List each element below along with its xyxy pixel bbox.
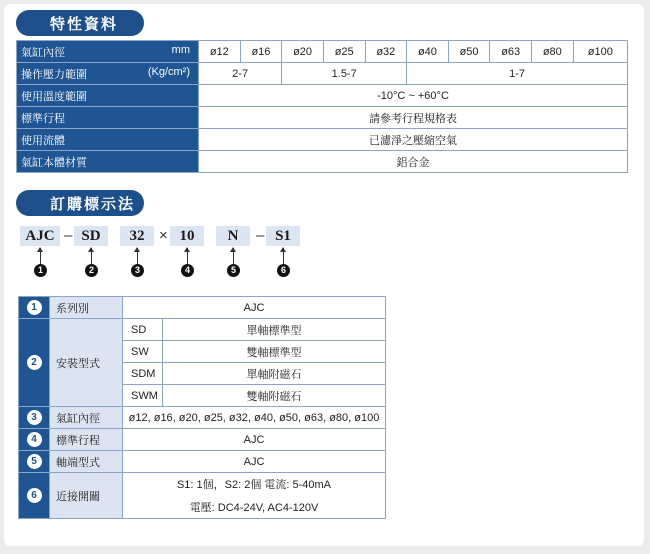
pressure-label: 操作壓力範圍	[21, 68, 87, 81]
up-arrow-icon	[187, 248, 188, 264]
code-separator: –	[64, 227, 73, 244]
marker-5: 5	[227, 264, 240, 277]
bore-value: ø50	[448, 41, 490, 63]
bore-value: ø100	[573, 41, 627, 63]
row-name: 氣缸內徑	[50, 407, 123, 429]
marker-1: 1	[34, 264, 47, 277]
up-arrow-icon	[233, 248, 234, 264]
row-value: AJC	[123, 297, 386, 319]
marker-3: 3	[131, 264, 144, 277]
temp-label: 使用溫度範圍	[17, 85, 199, 107]
table-row	[19, 407, 386, 429]
fluid-value: 已濾淨之壓縮空氣	[199, 129, 628, 151]
table-row	[17, 85, 628, 107]
row-value: AJC	[123, 429, 386, 451]
pressure-value: 1-7	[407, 63, 628, 85]
row-number-cell	[19, 473, 50, 519]
specs-section-title: 特性資料	[16, 10, 144, 36]
bore-value: ø32	[365, 41, 407, 63]
option-code: SD	[123, 319, 163, 341]
table-row	[19, 451, 386, 473]
fluid-label: 使用流體	[17, 129, 199, 151]
code-bore: 32	[120, 226, 154, 246]
row-value: AJC	[123, 451, 386, 473]
row-name: 系列別	[50, 297, 123, 319]
table-row	[17, 129, 628, 151]
bore-value: ø25	[323, 41, 365, 63]
bore-value: ø16	[240, 41, 282, 63]
row-number-badge: 1	[27, 300, 42, 315]
row-value: ø12, ø16, ø20, ø25, ø32, ø40, ø50, ø63, ø80, ø100	[123, 407, 386, 429]
marker-2: 2	[85, 264, 98, 277]
up-arrow-icon	[137, 248, 138, 264]
stroke-label: 標準行程	[17, 107, 199, 129]
bore-unit: mm	[171, 43, 190, 56]
row-number-badge: 4	[27, 432, 42, 447]
option-desc: 單軸附磁石	[163, 363, 386, 385]
up-arrow-icon	[91, 248, 92, 264]
bore-value: ø80	[532, 41, 574, 63]
up-arrow-icon	[283, 248, 284, 264]
bore-value: ø40	[407, 41, 449, 63]
row-number-badge: 6	[27, 488, 42, 503]
table-row	[17, 151, 628, 173]
marker-4: 4	[181, 264, 194, 277]
code-stroke: 10	[170, 226, 204, 246]
pressure-value: 1.5-7	[282, 63, 407, 85]
option-code: SDM	[123, 363, 163, 385]
row-number-badge: 3	[27, 410, 42, 425]
row-number-badge: 2	[27, 355, 42, 370]
order-table	[18, 296, 386, 519]
table-row	[19, 429, 386, 451]
row-number-cell	[19, 407, 50, 429]
option-code: SWM	[123, 385, 163, 407]
bore-label-cell	[17, 41, 199, 63]
option-desc: 雙軸附磁石	[163, 385, 386, 407]
table-row	[17, 41, 628, 63]
code-switch: S1	[266, 226, 300, 246]
code-separator: –	[256, 227, 265, 244]
bore-label: 氣缸內徑	[21, 46, 65, 59]
order-section-title: 訂購標示法	[16, 190, 144, 216]
specs-table	[16, 40, 628, 173]
row-value-line2: 電壓: DC4-24V, AC4-120V	[123, 496, 386, 519]
up-arrow-icon	[40, 248, 41, 264]
row-name: 近接開關	[50, 473, 123, 519]
table-row	[19, 319, 386, 341]
code-series: AJC	[20, 226, 60, 246]
stroke-value: 請參考行程規格表	[199, 107, 628, 129]
code-mount: SD	[74, 226, 108, 246]
marker-6: 6	[277, 264, 290, 277]
pressure-unit: (Kg/cm²)	[147, 65, 190, 78]
row-name: 安裝型式	[50, 319, 123, 407]
row-number-badge: 5	[27, 454, 42, 469]
row-number-cell	[19, 297, 50, 319]
temp-value: -10°C ~ +60°C	[199, 85, 628, 107]
pressure-label-cell	[17, 63, 199, 85]
table-row	[17, 63, 628, 85]
row-value-line1: S1: 1個，S2: 2個 電流: 5-40mA	[123, 473, 386, 496]
row-name: 軸端型式	[50, 451, 123, 473]
bore-value: ø20	[282, 41, 324, 63]
option-desc: 單軸標準型	[163, 319, 386, 341]
code-separator: ×	[159, 227, 168, 244]
row-number-cell	[19, 429, 50, 451]
table-row	[17, 107, 628, 129]
material-label: 氣缸本體材質	[17, 151, 199, 173]
pressure-value: 2-7	[199, 63, 282, 85]
bore-value: ø12	[199, 41, 241, 63]
material-value: 鋁合金	[199, 151, 628, 173]
row-name: 標準行程	[50, 429, 123, 451]
table-row	[19, 297, 386, 319]
row-number-cell	[19, 451, 50, 473]
bore-value: ø63	[490, 41, 532, 63]
row-number-cell	[19, 319, 50, 407]
option-code: SW	[123, 341, 163, 363]
option-desc: 雙軸標準型	[163, 341, 386, 363]
table-row	[19, 473, 386, 496]
code-rod-end: N	[216, 226, 250, 246]
